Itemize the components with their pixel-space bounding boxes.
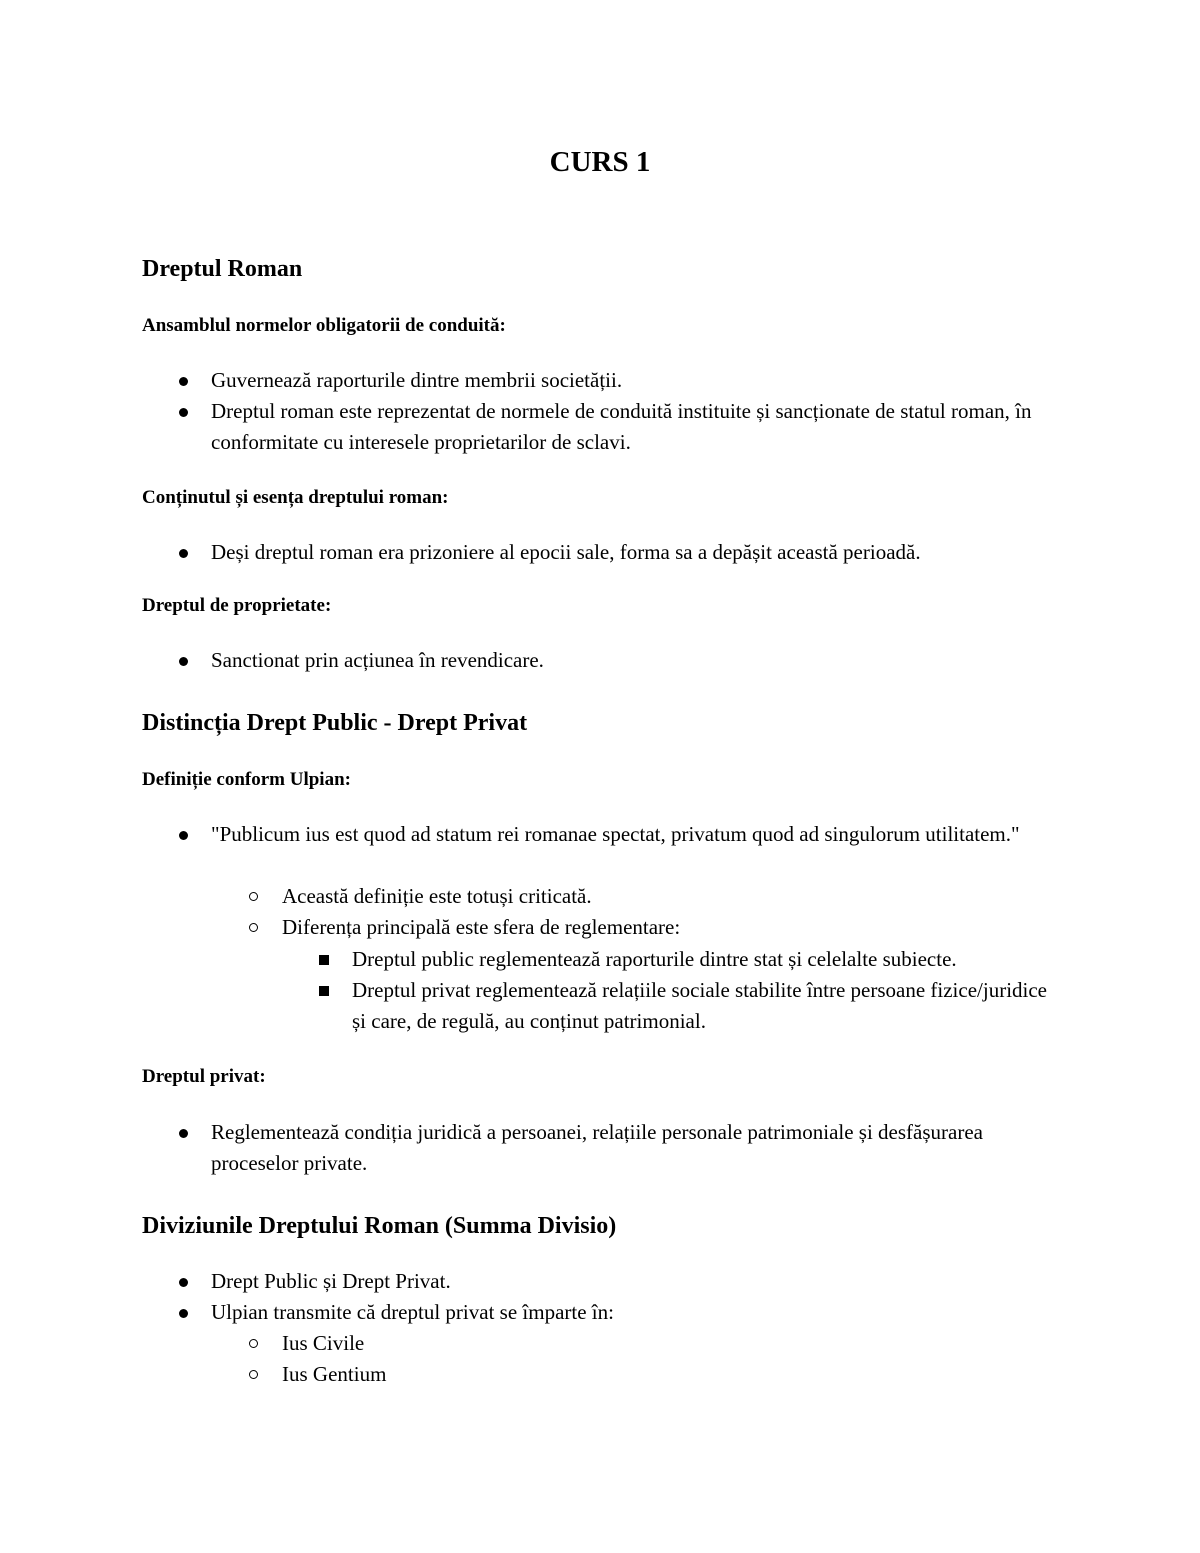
list-item: Ulpian transmite că dreptul privat se împarte în: <box>211 1297 1061 1328</box>
subheading-ansamblul: Ansamblul normelor obligatorii de conduită: <box>142 315 506 336</box>
list-item: Sanctionat prin acțiunea în revendicare. <box>211 645 1061 676</box>
bullet-disc-icon <box>179 549 188 558</box>
bullet-circle-icon <box>249 892 258 901</box>
list-item-level2: Ius Gentium <box>282 1359 1132 1390</box>
list-item: Drept Public și Drept Privat. <box>211 1266 1061 1297</box>
list-item-level2: Această definiție este totuși criticată. <box>282 881 1132 912</box>
list-item-level2: Ius Civile <box>282 1328 1132 1359</box>
bullet-disc-icon <box>179 657 188 666</box>
bullet-disc-icon <box>179 831 188 840</box>
bullet-circle-icon <box>249 1339 258 1348</box>
section-heading-distinctia: Distincția Drept Public - Drept Privat <box>142 710 528 736</box>
subheading-dreptul-privat: Dreptul privat: <box>142 1066 266 1087</box>
section-heading-dreptul-roman: Dreptul Roman <box>142 256 303 282</box>
section-heading-diviziunile: Diviziunile Dreptului Roman (Summa Divisio) <box>142 1213 617 1239</box>
list-item: Guvernează raporturile dintre membrii societății. <box>211 365 1061 396</box>
page-title: CURS 1 <box>549 146 651 178</box>
bullet-square-icon <box>319 986 329 996</box>
subheading-proprietate: Dreptul de proprietate: <box>142 595 332 616</box>
bullet-circle-icon <box>249 923 258 932</box>
list-item-level2: Diferența principală este sfera de reglementare: <box>282 912 1132 943</box>
bullet-disc-icon <box>179 1278 188 1287</box>
list-item-level3: Dreptul public reglementează raporturile dintre stat și celelalte subiecte. <box>352 944 1052 975</box>
bullet-disc-icon <box>179 1129 188 1138</box>
list-item: Dreptul roman este reprezentat de normele de conduită instituite și sancționate de statul roman, în conformitate cu interesele proprietarilor de sclavi. <box>211 396 1061 458</box>
bullet-square-icon <box>319 955 329 965</box>
bullet-disc-icon <box>179 1309 188 1318</box>
list-item-level3: Dreptul privat reglementează relațiile sociale stabilite între persoane fizice/juridice și care, de regulă, au conținut patrimonial. <box>352 975 1052 1037</box>
bullet-circle-icon <box>249 1370 258 1379</box>
list-item: Deși dreptul roman era prizoniere al epocii sale, forma sa a depășit această perioadă. <box>211 537 1061 568</box>
list-item: Reglementează condiția juridică a persoanei, relațiile personale patrimoniale și desfășurarea proceselor private. <box>211 1117 1061 1179</box>
bullet-disc-icon <box>179 377 188 386</box>
subheading-continutul: Conținutul și esența dreptului roman: <box>142 487 449 508</box>
subheading-definitie: Definiție conform Ulpian: <box>142 769 351 790</box>
list-item-quote: "Publicum ius est quod ad statum rei romanae spectat, privatum quod ad singulorum utilitatem." <box>211 819 1061 850</box>
bullet-disc-icon <box>179 408 188 417</box>
